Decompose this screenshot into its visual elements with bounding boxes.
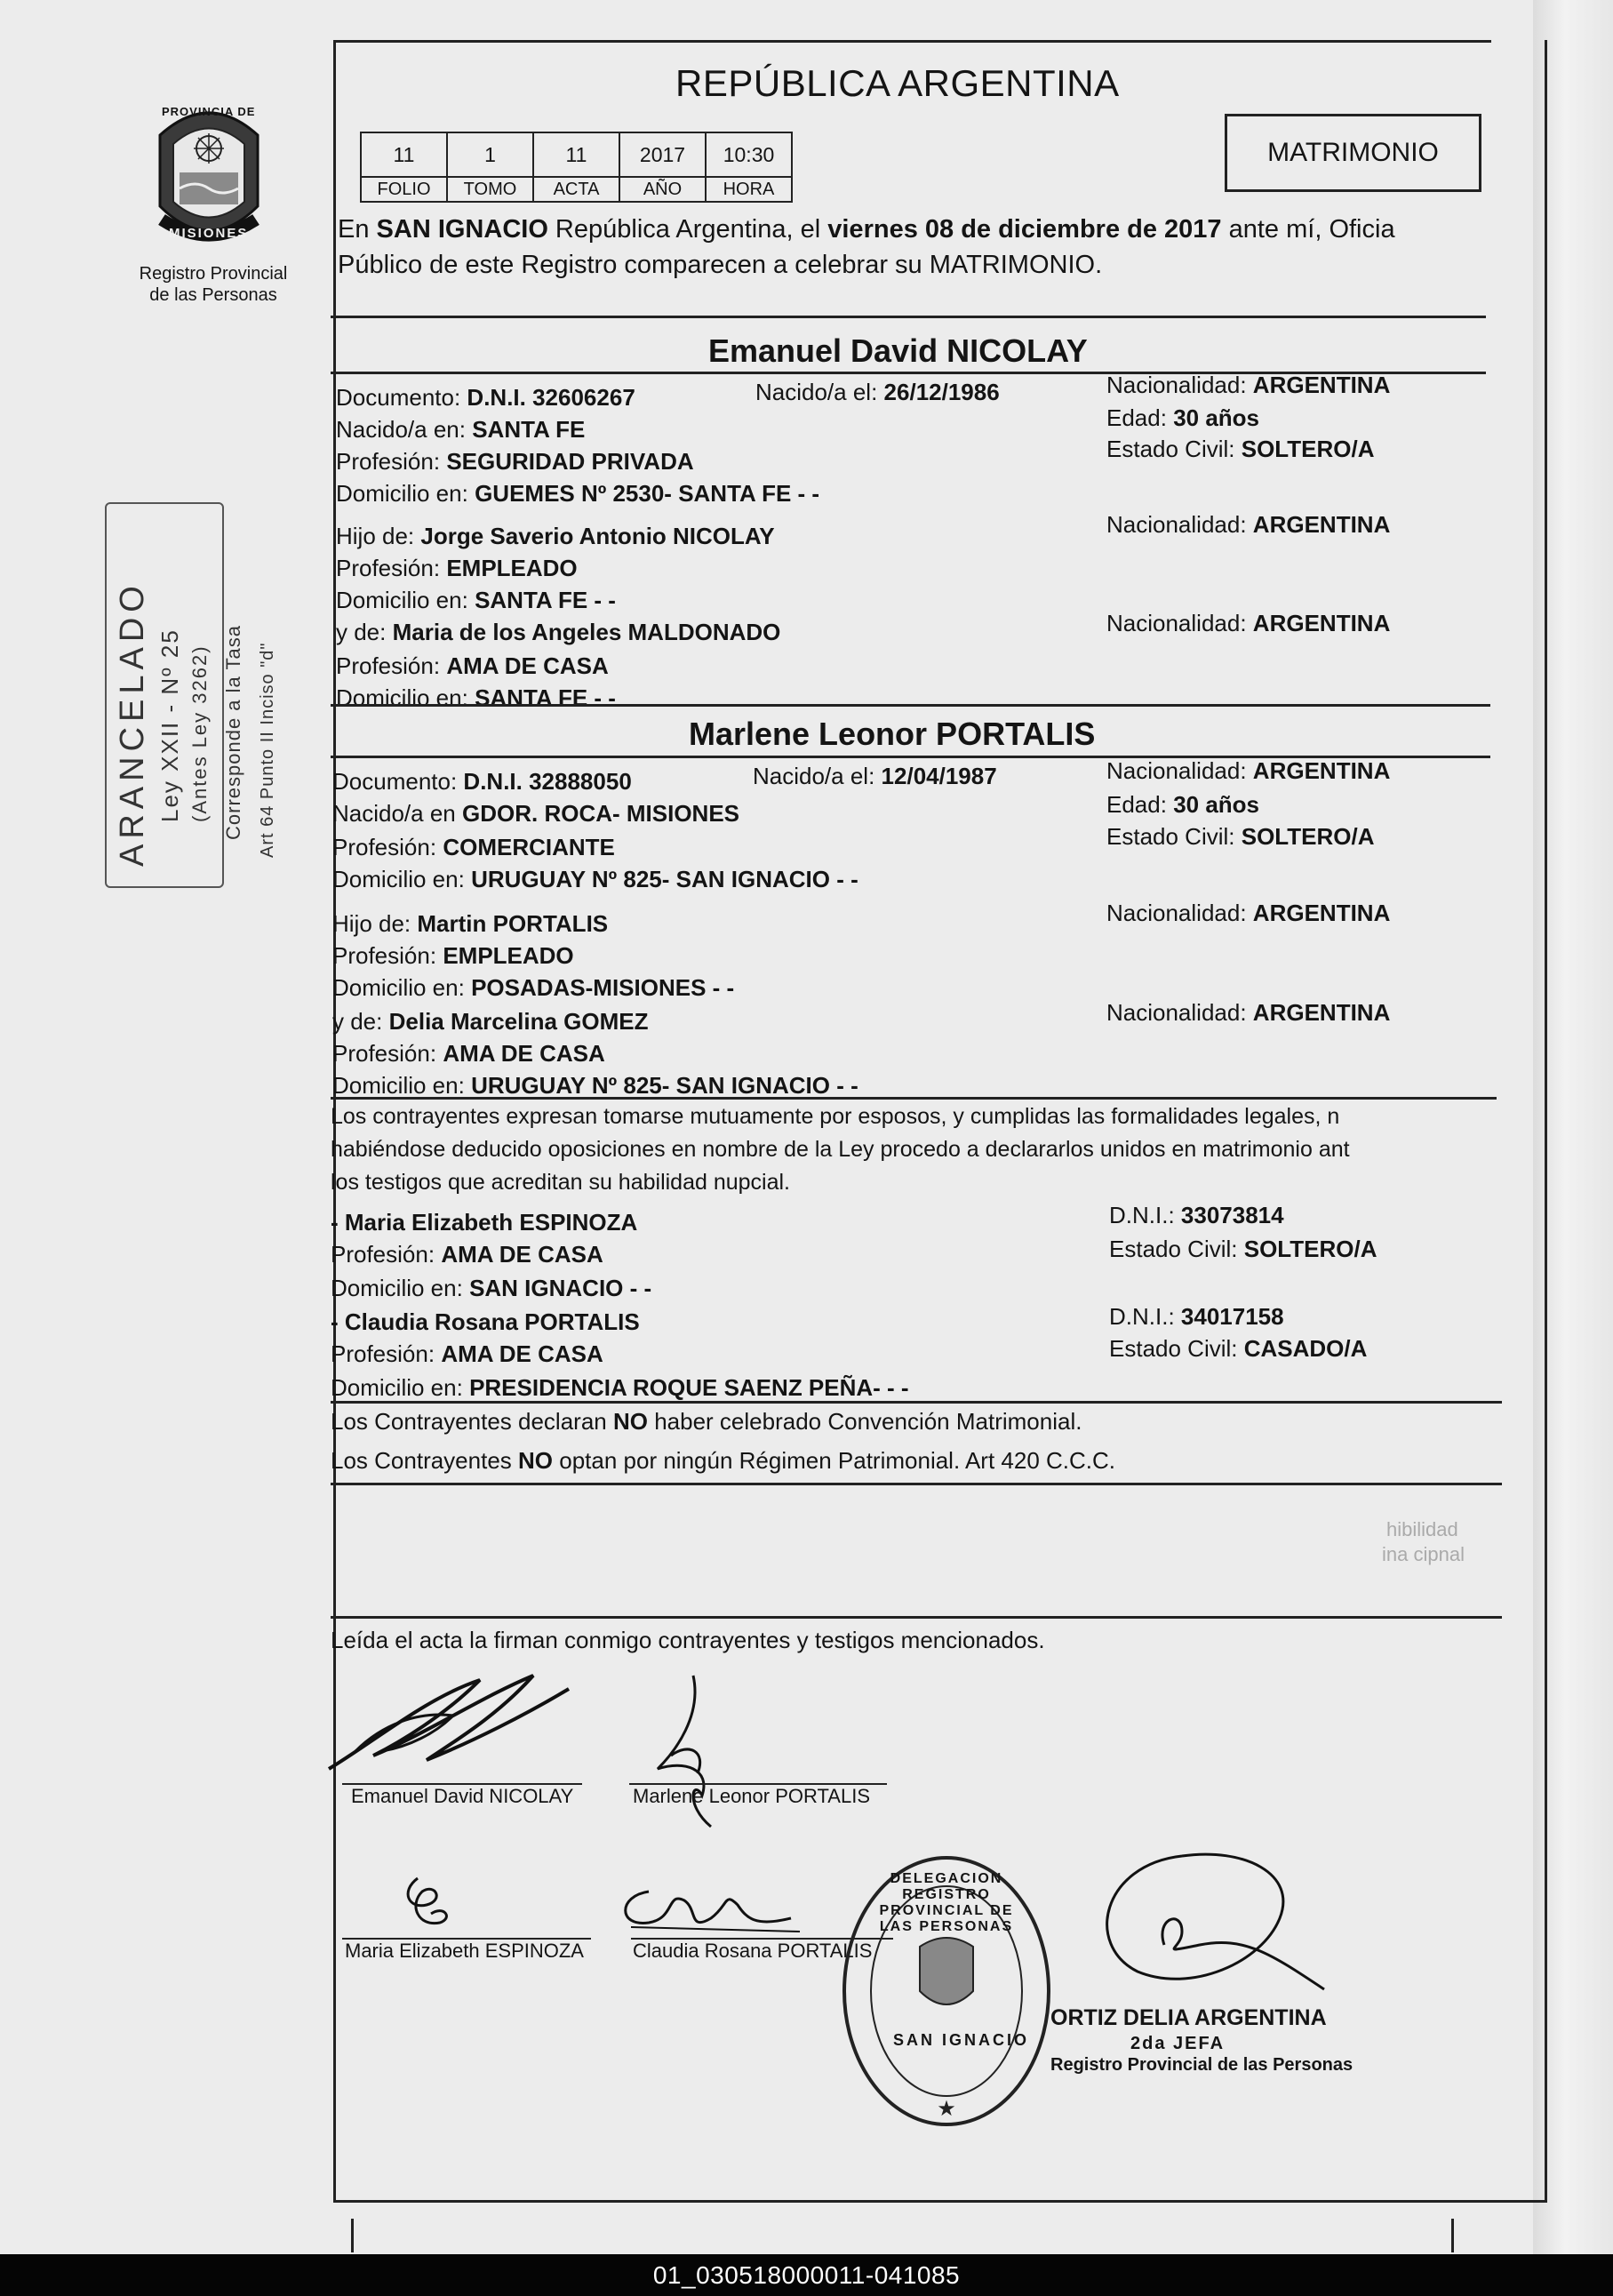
official-title: 2da JEFA bbox=[1130, 2034, 1226, 2053]
seal-bottom-text: MISIONES bbox=[169, 226, 249, 241]
arancelado-article: Art 64 Punto II Inciso "d" bbox=[258, 642, 277, 858]
document-type-box: MATRIMONIO bbox=[1225, 114, 1481, 192]
spouse1-estado: Estado Civil: SOLTERO/A bbox=[1106, 436, 1375, 462]
spouse1-mother-domicilio: Domicilio en: SANTA FE - - bbox=[336, 684, 616, 711]
witness1-domicilio: Domicilio en: SAN IGNACIO - - bbox=[331, 1275, 652, 1301]
witness1-dni: D.N.I.: 33073814 bbox=[1109, 1202, 1284, 1228]
registry-caption-line2: de las Personas bbox=[149, 285, 277, 305]
spouse2-name: Marlene Leonor PORTALIS bbox=[689, 716, 1096, 752]
spouse2-mother-profesion: Profesión: AMA DE CASA bbox=[332, 1040, 605, 1067]
signature-official-icon bbox=[1066, 1838, 1351, 2016]
spouse2-father: Hijo de: Martin PORTALIS bbox=[332, 910, 609, 937]
witness2-estado: Estado Civil: CASADO/A bbox=[1109, 1335, 1368, 1362]
spouse1-nacionalidad: Nacionalidad: ARGENTINA bbox=[1106, 372, 1391, 398]
witness2-name: - Claudia Rosana PORTALIS bbox=[331, 1308, 640, 1335]
registry-caption-line1: Registro Provincial bbox=[139, 264, 288, 284]
spouse2-nacionalidad: Nacionalidad: ARGENTINA bbox=[1106, 757, 1391, 784]
spouse1-father-nacionalidad: Nacionalidad: ARGENTINA bbox=[1106, 511, 1391, 538]
spouse1-domicilio: Domicilio en: GUEMES Nº 2530- SANTA FE - - bbox=[336, 480, 820, 507]
intro-line1: En SAN IGNACIO República Argentina, el viernes 08 de diciembre de 2017 ante mí, Oficia bbox=[338, 215, 1395, 244]
arancelado-old-law: (Antes Ley 3262) bbox=[188, 644, 211, 822]
divider bbox=[331, 1483, 1502, 1485]
spouse2-mother-nacionalidad: Nacionalidad: ARGENTINA bbox=[1106, 999, 1391, 1026]
spouse1-father: Hijo de: Jorge Saverio Antonio NICOLAY bbox=[336, 523, 775, 549]
seal-ring-text: DELEGACION REGISTRO PROVINCIAL DE LAS PERSONAS bbox=[879, 1871, 1014, 1934]
closing-statement: Leída el acta la firman conmigo contrayentes y testigos mencionados. bbox=[331, 1627, 1045, 1653]
convention-statement: Los Contrayentes declaran NO haber celebrado Convención Matrimonial. bbox=[331, 1408, 1082, 1435]
divider bbox=[331, 316, 1486, 318]
spouse1-documento: Documento: D.N.I. 32606267 bbox=[336, 384, 635, 411]
divider bbox=[331, 704, 1490, 707]
bottom-strip bbox=[351, 2219, 1454, 2252]
signature-label-marlene: Marlene Leonor PORTALIS bbox=[633, 1785, 870, 1807]
folio-label: FOLIO bbox=[361, 177, 447, 202]
hora-value: 10:30 bbox=[706, 132, 792, 177]
legal-declaration bbox=[331, 1100, 1497, 1199]
tomo-label: TOMO bbox=[447, 177, 533, 202]
page-title: REPÚBLICA ARGENTINA bbox=[675, 62, 1120, 104]
witness1-profesion: Profesión: AMA DE CASA bbox=[331, 1241, 603, 1268]
divider bbox=[331, 1097, 1497, 1100]
spouse2-nacido-en: Nacido/a en GDOR. ROCA- MISIONES bbox=[332, 800, 740, 827]
signature-label-claudia: Claudia Rosana PORTALIS bbox=[633, 1940, 873, 1962]
intro-line2: Público de este Registro comparecen a celebrar su MATRIMONIO. bbox=[338, 251, 1103, 279]
spouse1-name: Emanuel David NICOLAY bbox=[708, 332, 1088, 369]
witness2-dni: D.N.I.: 34017158 bbox=[1109, 1303, 1284, 1330]
spouse2-nacido-el: Nacido/a el: 12/04/1987 bbox=[753, 763, 997, 789]
regime-statement: Los Contrayentes NO optan por ningún Régimen Patrimonial. Art 420 C.C.C. bbox=[331, 1447, 1116, 1474]
faint-note-line1: hibilidad bbox=[1386, 1518, 1458, 1540]
intro-date: viernes 08 de diciembre de 2017 bbox=[827, 215, 1222, 244]
legal-line1: Los contrayentes expresan tomarse mutuamente por esposos, y cumplidas las formalidades legales, n bbox=[331, 1104, 1340, 1129]
spouse2-father-nacionalidad: Nacionalidad: ARGENTINA bbox=[1106, 900, 1391, 926]
witness2-profesion: Profesión: AMA DE CASA bbox=[331, 1340, 603, 1367]
legal-line3: los testigos que acreditan su habilidad nupcial. bbox=[331, 1170, 791, 1195]
registry-caption bbox=[107, 263, 320, 306]
official-name: ORTIZ DELIA ARGENTINA bbox=[1050, 2005, 1327, 2030]
register-table bbox=[360, 132, 793, 203]
divider bbox=[331, 1401, 1502, 1404]
seal-top-text: PROVINCIA DE bbox=[162, 105, 256, 118]
footer-id: 01_030518000011-041085 bbox=[0, 2254, 1613, 2296]
spouse2-mother-domicilio: Domicilio en: URUGUAY Nº 825- SAN IGNACIO - - bbox=[332, 1072, 858, 1099]
acta-value: 11 bbox=[533, 132, 619, 177]
hora-label: HORA bbox=[706, 177, 792, 202]
spouse2-domicilio: Domicilio en: URUGUAY Nº 825- SAN IGNACIO - - bbox=[332, 866, 858, 892]
spouse1-mother: y de: Maria de los Angeles MALDONADO bbox=[336, 619, 781, 645]
spouse1-profesion: Profesión: SEGURIDAD PRIVADA bbox=[336, 448, 694, 475]
witness2-domicilio: Domicilio en: PRESIDENCIA ROQUE SAENZ PEÑA- - - bbox=[331, 1374, 909, 1401]
legal-line2: habiéndose deducido oposiciones en nombre de la Ley procedo a declararlos unidos en matrimonio ant bbox=[331, 1137, 1350, 1162]
svg-text:★: ★ bbox=[937, 2097, 956, 2121]
arancelado-title: ARANCELADO bbox=[114, 580, 151, 867]
spouse1-nacido-en: Nacido/a en: SANTA FE bbox=[336, 416, 586, 443]
spouse2-estado: Estado Civil: SOLTERO/A bbox=[1106, 823, 1375, 850]
divider bbox=[331, 1616, 1502, 1619]
spouse1-nacido-el: Nacido/a el: 26/12/1986 bbox=[755, 379, 1000, 405]
anio-value: 2017 bbox=[619, 132, 706, 177]
spouse2-edad: Edad: 30 años bbox=[1106, 791, 1260, 818]
intro-paragraph bbox=[338, 212, 1493, 283]
spouse1-mother-profesion: Profesión: AMA DE CASA bbox=[336, 652, 609, 679]
witness1-estado: Estado Civil: SOLTERO/A bbox=[1109, 1236, 1377, 1262]
seal-center-text: SAN IGNACIO bbox=[893, 2031, 1030, 2049]
spouse2-documento: Documento: D.N.I. 32888050 bbox=[332, 768, 632, 795]
signature-nicolay-icon bbox=[320, 1662, 587, 1778]
arancelado-tax: Corresponde a la Tasa bbox=[222, 625, 244, 840]
witness1-name: - Maria Elizabeth ESPINOZA bbox=[331, 1209, 638, 1236]
spouse2-mother: y de: Delia Marcelina GOMEZ bbox=[332, 1008, 649, 1035]
folio-value: 11 bbox=[361, 132, 447, 177]
intro-place: SAN IGNACIO bbox=[376, 215, 548, 244]
anio-label: AÑO bbox=[619, 177, 706, 202]
spouse2-father-domicilio: Domicilio en: POSADAS-MISIONES - - bbox=[332, 974, 735, 1001]
faint-note-line2: ina cipnal bbox=[1382, 1543, 1465, 1565]
spouse1-mother-nacionalidad: Nacionalidad: ARGENTINA bbox=[1106, 610, 1391, 636]
signature-label-nicolay: Emanuel David NICOLAY bbox=[351, 1785, 574, 1807]
spouse1-father-profesion: Profesión: EMPLEADO bbox=[336, 555, 578, 581]
spouse2-profesion: Profesión: COMERCIANTE bbox=[332, 834, 615, 860]
signature-label-espinoza: Maria Elizabeth ESPINOZA bbox=[345, 1940, 584, 1962]
arancelado-law: Ley XXII - Nº 25 bbox=[156, 628, 183, 822]
tomo-value: 1 bbox=[447, 132, 533, 177]
acta-label: ACTA bbox=[533, 177, 619, 202]
official-org: Registro Provincial de las Personas bbox=[1050, 2055, 1353, 2075]
spouse1-father-domicilio: Domicilio en: SANTA FE - - bbox=[336, 587, 616, 613]
spouse2-father-profesion: Profesión: EMPLEADO bbox=[332, 942, 574, 969]
frame-top-line bbox=[336, 40, 1491, 43]
spouse1-edad: Edad: 30 años bbox=[1106, 404, 1260, 431]
signature-espinoza-icon bbox=[391, 1874, 462, 1936]
